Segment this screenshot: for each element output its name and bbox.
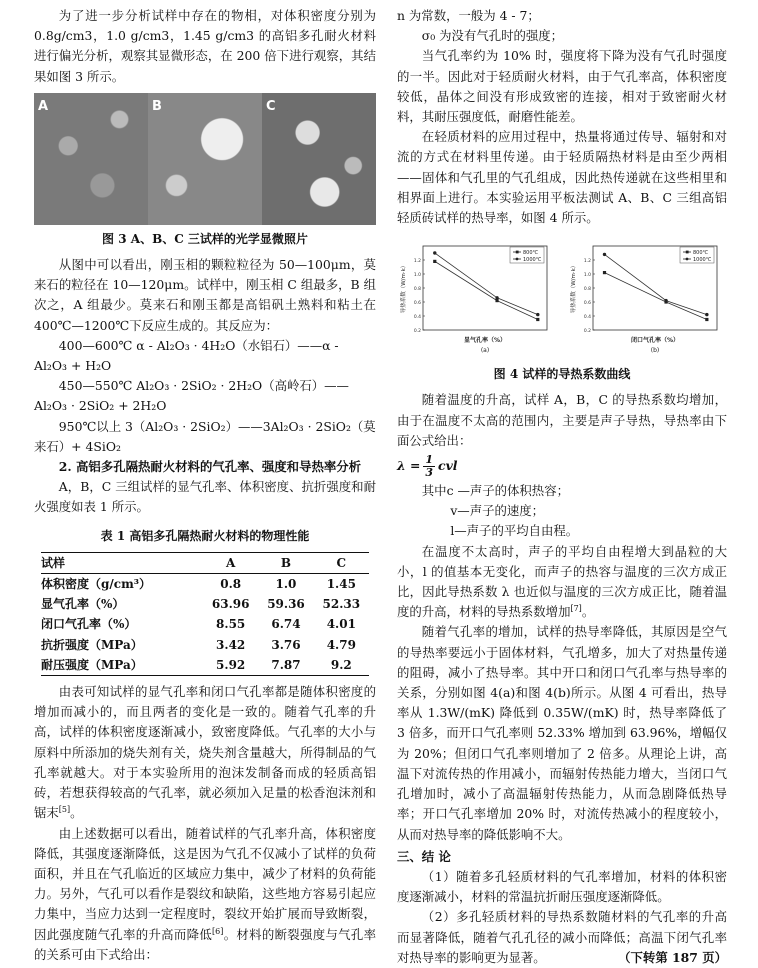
table-cell: 1.45 [326, 577, 356, 592]
table-row [41, 635, 369, 655]
paragraph-end: 。 [70, 805, 83, 821]
figure-4-caption: 图 4 试样的导热系数曲线 [493, 367, 631, 382]
chart-subcaption: (a) [480, 347, 490, 355]
table-cell: 7.87 [258, 655, 313, 676]
y-tick-label: 1.0 [583, 273, 591, 279]
section-heading: 三、结 论 [397, 848, 451, 864]
data-point [433, 260, 436, 263]
table-cell: 4.79 [326, 637, 356, 652]
y-tick-label: 0.4 [413, 315, 421, 321]
paragraph: 在轻质材料的应用过程中，热量将通过传导、辐射和对流的方式在材料里传递。由于轻质隔热材料是由至少两相——固体和气孔里的气孔组成，因此热传递就在这些相里和相界面上进行。本实验运用平板法测试 A、B、C 三组高铝轻质砖试样的热导率，如图 4 所示。 [397, 129, 727, 226]
table-cell: 9.2 [314, 655, 369, 676]
y-tick-label: 0.8 [413, 287, 421, 293]
table-cell: 8.55 [216, 617, 246, 632]
left-column [34, 6, 376, 965]
data-point [495, 296, 498, 299]
series-line [604, 255, 706, 315]
paragraph-end: 。 [581, 604, 595, 620]
table-cell: 体积密度（g/cm³） [41, 577, 152, 592]
table-header-row [41, 552, 369, 573]
y-tick-label: 1.0 [413, 273, 421, 279]
y-tick-label: 0.8 [583, 287, 591, 293]
micrograph-a [34, 93, 148, 225]
definition-n: n 为常数，一般为 4 - 7； [397, 8, 540, 23]
reaction-3-cont: 来石）+ 4SiO₂ [34, 438, 121, 454]
paragraph: 随着温度的升高，试样 A，B，C 的导热系数均增加，由于在温度不太高的范围内，主要是声子导热，导热率由下面公式给出： [397, 392, 727, 448]
data-point [536, 318, 539, 321]
definition-c: 其中c —声子的体积热容； [421, 483, 569, 499]
formula-rhs: cvl [438, 457, 458, 473]
table-header: A [203, 552, 258, 573]
conclusion-2-text: （2）多孔轻质材料的导热系数随材料的气孔率的升高而显著降低，随着气孔孔径的减小而降低；高温下闭气孔率对热导率的影响更为显著。 [397, 909, 727, 965]
reaction-1-cont: Al₂O₃ + H₂O [34, 358, 112, 374]
table-cell: 抗折强度（MPa） [41, 637, 143, 652]
chart-subcaption: (b) [650, 347, 660, 355]
reaction-3: 950℃以上 3（Al₂O₃ · 2SiO₂）——3Al₂O₃ · 2SiO₂（莫 [58, 418, 376, 434]
legend-marker [686, 251, 689, 254]
figure-3-caption: 图 3 A、B、C 三试样的光学显微照片 [102, 231, 308, 246]
table-cell: 6.74 [271, 617, 301, 632]
data-point [536, 313, 539, 316]
panel-label-c: C [266, 98, 276, 114]
legend-label: 800℃ [523, 250, 539, 257]
table-row [41, 574, 369, 595]
paragraph: 当气孔率约为 10% 时，强度将下降为没有气孔时强度的一半。因此对于轻质耐火材料，由于气孔率高，体积密度较低，晶体之间没有形成致密的连接，相对于致密耐火材料，其耐压强度低，耐磨性能差。 [397, 48, 727, 125]
legend-label: 1000℃ [693, 257, 712, 264]
paragraph: A，B，C 三组试样的显气孔率、体积密度、抗折强度和耐火强度如表 1 所示。 [34, 479, 376, 515]
micrograph-c [262, 93, 376, 225]
panel-label-a: A [38, 98, 49, 114]
table-row [41, 614, 369, 634]
figure-4 [397, 238, 727, 362]
reaction-1: 400—600℃ α - Al₂O₃ · 4H₂O（水铝石）——α - [58, 337, 339, 353]
y-tick-label: 0.2 [583, 329, 591, 335]
reaction-2-cont: Al₂O₃ · 2SiO₂ + 2H₂O [34, 398, 167, 414]
legend-marker [516, 258, 519, 261]
data-point [603, 271, 606, 274]
data-point [603, 253, 606, 256]
definition-v: v—声子的速度； [450, 503, 545, 519]
x-axis-label: 闭口气孔率（%） [630, 337, 680, 345]
panel-label-b: B [152, 98, 162, 114]
micrograph-b [148, 93, 262, 225]
citation: [6] [212, 926, 224, 936]
formula [397, 451, 727, 481]
y-tick-label: 0.6 [413, 301, 421, 307]
paragraph-text: 由上述数据可以看出，随着试样的气孔率升高，体积密度降低，其强度逐渐降低，这是因为气孔不仅减小了试样的负荷面积，并且在气孔临近的区域应力集中，减少了材料的负荷能力。另外，气孔可以看作是裂纹和缺陷，这些地方容易引起应力集中，当应力达到一定程度时，裂纹开始扩展而导致断裂，因此强度随气孔率的升高而降低 [34, 825, 376, 942]
conclusion-2 [397, 907, 727, 968]
y-tick-label: 0.6 [583, 301, 591, 307]
data-point [664, 299, 667, 302]
paragraph: 从图中可以看出，刚玉相的颗粒粒径为 50—100μm，莫来石的粒径在 10—120μm。试样中，刚玉相 C 组最多，B 组次之，A 组最少。莫来石和刚玉都是高铝矾土熟料和粘土在 400℃—1200℃下反应生成的。其反应为： [34, 257, 376, 333]
table-cell: 耐压强度（MPa） [41, 655, 203, 676]
data-point [705, 313, 708, 316]
formula-fraction [423, 454, 435, 479]
table-cell: 5.92 [203, 655, 258, 676]
table-cell: 3.76 [271, 637, 301, 652]
paragraph [397, 542, 727, 623]
table-cell: 显气孔率（%） [41, 597, 125, 612]
table-1-caption: 表 1 高铝多孔隔热耐火材料的物理性能 [100, 528, 310, 543]
table-cell: 1.0 [275, 577, 297, 592]
paragraph [34, 682, 376, 823]
formula-denominator: 3 [425, 465, 434, 479]
paragraph: 随着气孔率的增加，试样的热导率降低，其原因是空气的导热率要远小于固体材料，气孔增多，加大了对热量传递的阻碍，减小了热导率。其中开口和闭口气孔率与热导率的关系，分别如图 4(a)和图 4(b)所示。从图 4 可看出，热导率从 1.3W/(mK) 降低到 0.35W/(mK) 时，热导率降低了 3 倍多，而开口气孔率则 52.33% 增加到 63.96%，增幅仅为 20%；但闭口气孔率则增加了 2 倍多。从理论上讲，高温下对流传热的作用减小，而辐射传热能力增大，当闭口气孔增加时，减小了高温辐射传热能力，从而急剧降低热导率；开口气孔率增加 20% 时，对流传热减小的程度较小，从而对热导率的降低影响不大。 [397, 624, 727, 842]
table-cell: 3.42 [216, 637, 246, 652]
legend-label: 800℃ [693, 250, 709, 257]
table-header: B [258, 552, 313, 573]
properties-table [41, 552, 369, 676]
legend-marker [686, 258, 689, 261]
legend-marker [516, 251, 519, 254]
paragraph: 为了进一步分析试样中存在的物相，对体积密度分别为0.8g/cm3，1.0 g/cm3，1.45 g/cm3 的高铝多孔耐火材料进行偏光分析，观察其显微形态，在 200 倍下进行观察，其结果如图 3 所示。 [34, 8, 376, 84]
continuation-note: （下转第 187 页） [618, 949, 727, 965]
y-tick-label: 0.4 [583, 315, 591, 321]
paragraph-end: 。材料的断裂强度与气孔率的关系可由下式给出： [34, 926, 377, 962]
chart-b [567, 238, 727, 362]
table-header: C [314, 552, 369, 573]
citation: [7] [570, 604, 582, 614]
table-row [41, 655, 369, 676]
conclusion-1: （1）随着多孔轻质材料的气孔率增加，材料的体积密度逐渐减小，材料的常温抗折耐压强度逐渐降低。 [397, 868, 727, 905]
y-axis-label: 导热系数（W/m·k） [571, 262, 577, 314]
table-row [41, 594, 369, 614]
table-cell: 52.33 [322, 597, 361, 612]
reaction-2: 450—550℃ Al₂O₃ · 2SiO₂ · 2H₂O（高岭石）—— [58, 378, 349, 394]
table-cell: 0.8 [220, 577, 242, 592]
paragraph-text: 在温度不太高时，声子的平均自由程增大到晶粒的大小，l 的值基本无变化，而声子的热容与温度的三次方成正比，因此导热系数 λ 也近似与温度的三次方成正比，随着温度的升高，材料的导热系数增加 [397, 543, 727, 620]
table-cell: 4.01 [326, 617, 356, 632]
citation: [5] [58, 805, 71, 815]
right-column [397, 6, 727, 968]
y-tick-label: 1.2 [413, 259, 421, 265]
series-line [604, 273, 706, 320]
data-point [433, 252, 436, 255]
data-point [705, 318, 708, 321]
definition-l: l—声子的平均自由程。 [450, 523, 579, 539]
definition-sigma: σ₀ 为没有气孔时的强度； [421, 28, 564, 44]
table-cell: 闭口气孔率（%） [41, 617, 137, 632]
formula-lhs: λ = [397, 457, 421, 473]
table-cell: 59.36 [267, 597, 305, 612]
y-tick-label: 0.2 [413, 329, 421, 335]
legend-label: 1000℃ [523, 257, 542, 264]
table-cell: 63.96 [211, 597, 250, 612]
micrograph-figure [34, 93, 376, 225]
y-axis-label: 导热系数（W/m·k） [401, 262, 407, 314]
y-tick-label: 1.2 [583, 259, 591, 265]
table-header: 试样 [41, 552, 203, 573]
x-axis-label: 显气孔率（%） [463, 337, 507, 345]
chart-a [397, 238, 557, 362]
section-heading: 2. 高铝多孔隔热耐火材料的气孔率、强度和导热率分析 [58, 459, 362, 475]
formula-numerator: 1 [425, 452, 434, 466]
paragraph-text: 由表可知试样的显气孔率和闭口气孔率都是随体积密度的增加而减小的，而且两者的变化是一致的。随着气孔率的升高，试样的体积密度逐渐减小，致密度降低。气孔率的大小与原料中所添加的烧失剂有关，烧失剂含量越大，所得制品的气孔率就越大。对于本实验所用的泡沫发制备而成的轻质高铝砖，若想获得较高的气孔率，就必须加入足量的松香泡沫剂和锯末 [34, 684, 376, 821]
